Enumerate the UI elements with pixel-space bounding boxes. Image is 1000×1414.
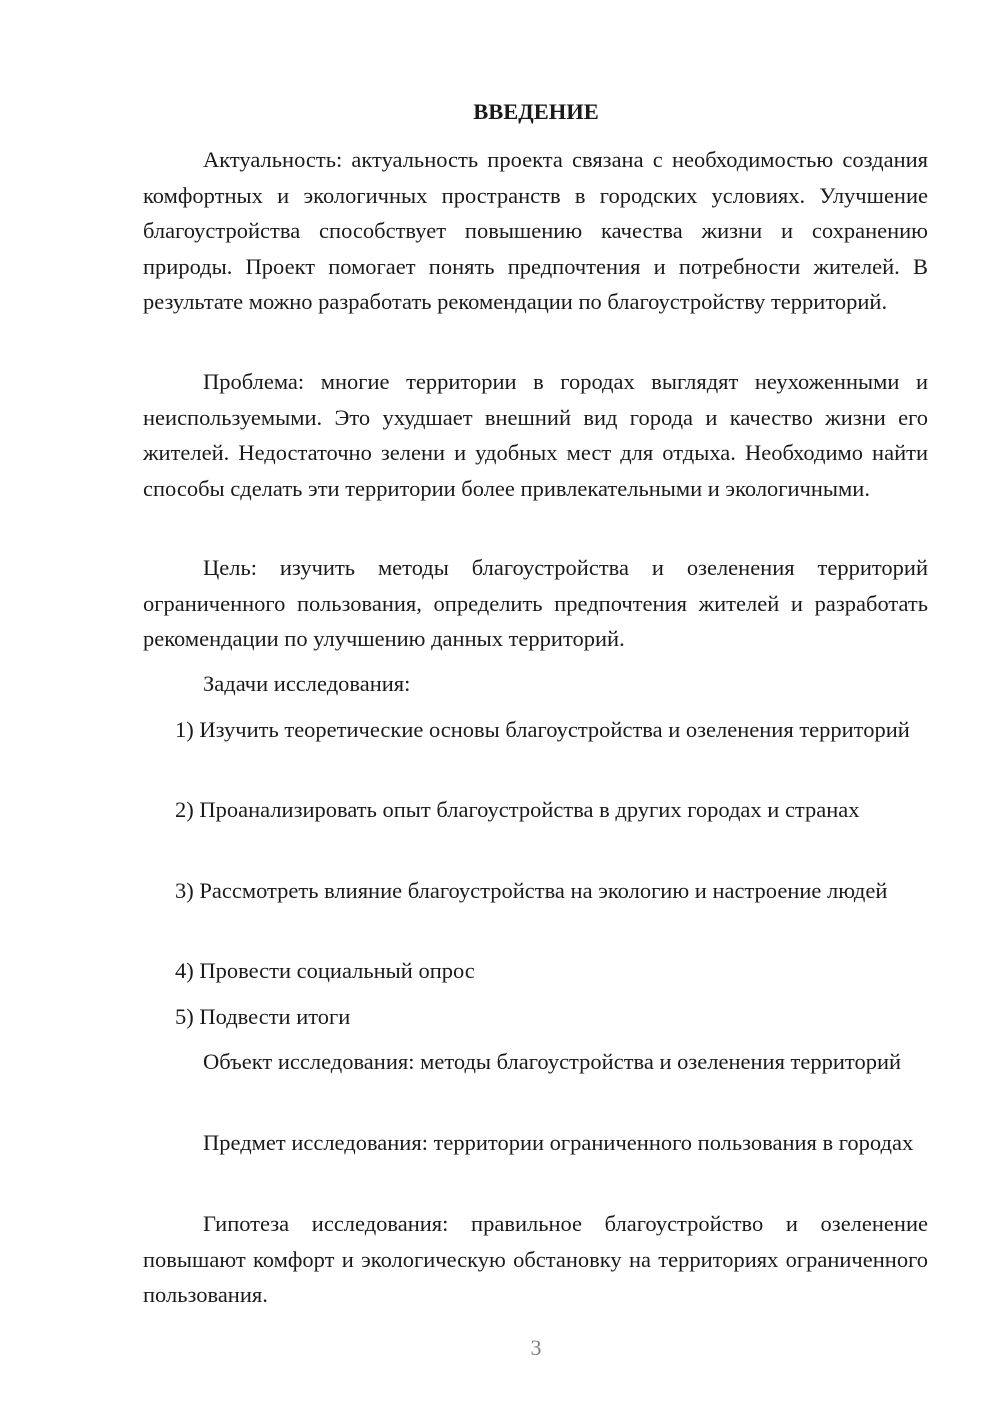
object-paragraph: Объект исследования: методы благоустройства и озеленения территорий xyxy=(203,1049,902,1074)
tasks-title: Задачи исследования: xyxy=(203,671,411,696)
goal-paragraph: Цель: изучить методы благоустройства и озеленения территорий ограниченного пользования, определить предпочтения жителей и разработать рекомендации по улучшению данных территорий. xyxy=(143,555,928,651)
task-item-3: 3) Рассмотреть влияние благоустройства на экологию и настроение людей xyxy=(175,878,888,903)
subject-paragraph: Предмет исследования: территории ограниченного пользования в городах xyxy=(203,1130,914,1155)
task-item-5: 5) Подвести итоги xyxy=(175,1004,351,1029)
task-item-1: 1) Изучить теоретические основы благоустройства и озеленения территорий xyxy=(175,717,910,742)
problem-paragraph: Проблема: многие территории в городах выглядят неухоженными и неиспользуемыми. Это ухудшает внешний вид города и качество жизни его жителей. Недостаточно зелени и удобных мест для отдыха. Необходимо найти способы сделать эти территории более привлекательными и экологичными. xyxy=(143,369,928,501)
page-number: 3 xyxy=(530,1335,542,1360)
section-heading: ВВЕДЕНИЕ xyxy=(473,99,599,124)
task-item-2: 2) Проанализировать опыт благоустройства в других городах и странах xyxy=(175,797,860,822)
hypothesis-paragraph: Гипотеза исследования: правильное благоустройство и озеленение повышают комфорт и экологическую обстановку на территориях ограниченного пользования. xyxy=(143,1211,928,1307)
task-item-4: 4) Провести социальный опрос xyxy=(175,958,475,983)
relevance-paragraph: Актуальность: актуальность проекта связана с необходимостью создания комфортных и экологичных пространств в городских условиях. Улучшение благоустройства способствует повышению качества жизни и сохранению природы. Проект помогает понять предпочтения и потребности жителей. В результате можно разработать рекомендации по благоустройству территорий. xyxy=(143,147,928,314)
